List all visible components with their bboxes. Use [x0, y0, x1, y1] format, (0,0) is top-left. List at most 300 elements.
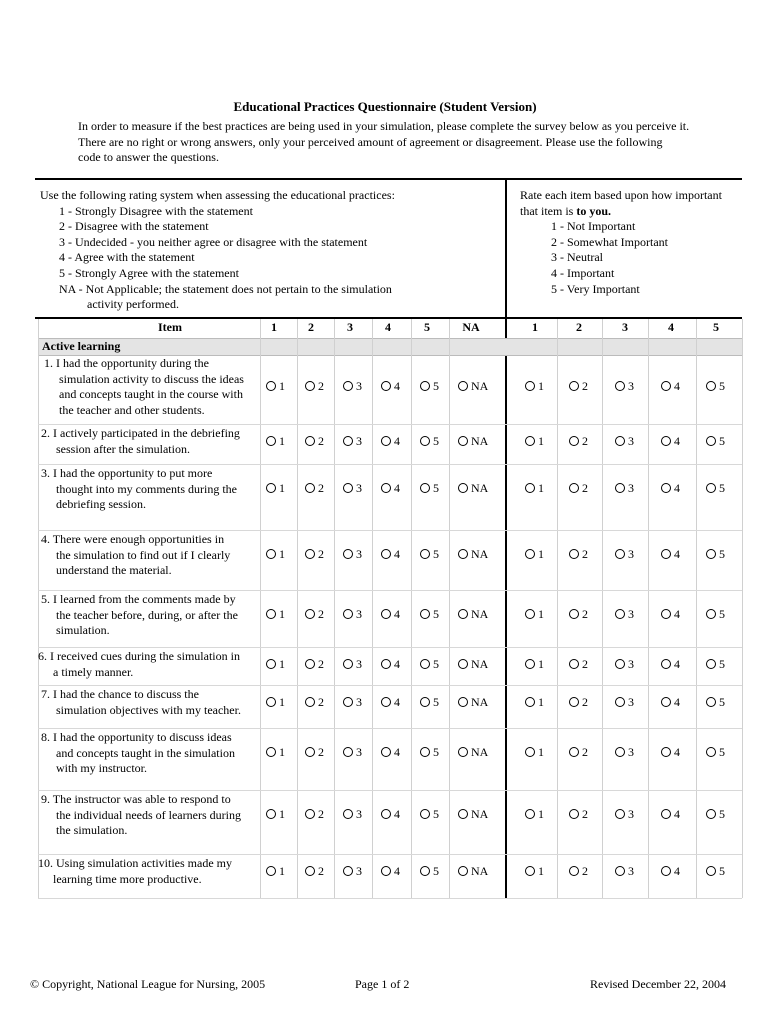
agreement-radio-na[interactable]	[458, 695, 488, 710]
radio-label: 2	[318, 657, 324, 671]
intro-line: In order to measure if the best practices are being used in your simulation, please complete the survey below as you perceive it.	[78, 119, 690, 133]
importance-radio-1[interactable]	[525, 379, 544, 394]
importance-radio-3[interactable]	[615, 657, 634, 672]
radio-label: NA	[471, 657, 489, 671]
column-header-importance-3: 3	[622, 320, 628, 334]
radio-circle-icon	[266, 809, 276, 819]
question-line: the individual needs of learners during	[56, 807, 241, 822]
column-header-agree-4: 4	[385, 320, 391, 334]
importance-radio-2[interactable]	[569, 607, 588, 622]
radio-label: 3	[628, 657, 634, 671]
importance-radio-2[interactable]	[569, 481, 588, 496]
question-line: 7. I had the chance to discuss the	[41, 687, 199, 701]
radio-label: 3	[628, 379, 634, 393]
radio-circle-icon	[305, 809, 315, 819]
radio-circle-icon	[343, 659, 353, 669]
agreement-radio-1[interactable]	[266, 434, 285, 449]
radio-label: 3	[628, 434, 634, 448]
question-text	[41, 426, 258, 457]
agreement-radio-4[interactable]	[381, 434, 400, 449]
agreement-radio-2[interactable]	[305, 864, 324, 879]
radio-circle-icon	[706, 609, 716, 619]
question-line: understand the material.	[56, 563, 172, 577]
agreement-radio-4[interactable]	[381, 379, 400, 394]
radio-circle-icon	[569, 747, 579, 757]
importance-radio-4[interactable]	[661, 481, 680, 496]
importance-radio-3[interactable]	[615, 807, 634, 822]
radio-label: 4	[674, 379, 680, 393]
importance-radio-4[interactable]	[661, 434, 680, 449]
agreement-radio-5[interactable]	[420, 745, 439, 760]
radio-circle-icon	[569, 483, 579, 493]
radio-circle-icon	[305, 697, 315, 707]
radio-circle-icon	[343, 549, 353, 559]
importance-radio-5[interactable]	[706, 807, 725, 822]
radio-label: 3	[356, 481, 362, 495]
importance-radio-2[interactable]	[569, 807, 588, 822]
agreement-radio-2[interactable]	[305, 434, 324, 449]
importance-radio-4[interactable]	[661, 379, 680, 394]
radio-label: 5	[719, 607, 725, 621]
agreement-radio-4[interactable]	[381, 547, 400, 562]
radio-label: 5	[719, 434, 725, 448]
agreement-radio-5[interactable]	[420, 807, 439, 822]
radio-circle-icon	[615, 483, 625, 493]
radio-circle-icon	[381, 609, 391, 619]
importance-radio-3[interactable]	[615, 607, 634, 622]
radio-label: 1	[279, 745, 285, 759]
agreement-radio-na[interactable]	[458, 657, 488, 672]
importance-radio-2[interactable]	[569, 657, 588, 672]
agreement-radio-5[interactable]	[420, 695, 439, 710]
importance-radio-4[interactable]	[661, 695, 680, 710]
column-header-importance-4: 4	[668, 320, 674, 334]
question-line: the teacher before, during, or after the	[56, 607, 238, 622]
radio-circle-icon	[661, 381, 671, 391]
radio-circle-icon	[569, 436, 579, 446]
agreement-radio-1[interactable]	[266, 864, 285, 879]
agreement-radio-2[interactable]	[305, 607, 324, 622]
radio-circle-icon	[706, 809, 716, 819]
agreement-radio-1[interactable]	[266, 807, 285, 822]
agreement-radio-na[interactable]	[458, 607, 488, 622]
radio-label: 4	[394, 657, 400, 671]
radio-label: 5	[719, 481, 725, 495]
agreement-radio-3[interactable]	[343, 695, 362, 710]
radio-label: 4	[674, 481, 680, 495]
importance-radio-5[interactable]	[706, 695, 725, 710]
row-divider	[38, 590, 742, 591]
radio-label: 4	[394, 547, 400, 561]
question-line: debriefing session.	[56, 497, 146, 511]
agreement-radio-na[interactable]	[458, 745, 488, 760]
agreement-radio-1[interactable]	[266, 547, 285, 562]
importance-radio-2[interactable]	[569, 379, 588, 394]
importance-radio-3[interactable]	[615, 695, 634, 710]
radio-circle-icon	[525, 381, 535, 391]
agreement-radio-3[interactable]	[343, 607, 362, 622]
radio-circle-icon	[343, 866, 353, 876]
radio-label: NA	[471, 481, 489, 495]
radio-label: 5	[433, 807, 439, 821]
radio-circle-icon	[615, 381, 625, 391]
radio-label: 3	[356, 607, 362, 621]
importance-radio-1[interactable]	[525, 695, 544, 710]
radio-label: 2	[582, 807, 588, 821]
agreement-radio-3[interactable]	[343, 434, 362, 449]
importance-radio-5[interactable]	[706, 864, 725, 879]
importance-radio-2[interactable]	[569, 547, 588, 562]
agreement-radio-3[interactable]	[343, 864, 362, 879]
page-title: Educational Practices Questionnaire (Student Version)	[233, 99, 537, 114]
importance-radio-1[interactable]	[525, 745, 544, 760]
intro-line: There are no right or wrong answers, only your perceived amount of agreement or disagreement. Please use the following	[78, 134, 663, 149]
radio-label: 2	[582, 745, 588, 759]
radio-label: 2	[582, 864, 588, 878]
radio-circle-icon	[706, 549, 716, 559]
agreement-radio-4[interactable]	[381, 745, 400, 760]
radio-label: 2	[582, 607, 588, 621]
agreement-radio-1[interactable]	[266, 695, 285, 710]
row-divider	[38, 464, 742, 465]
radio-label: 4	[674, 434, 680, 448]
radio-label: 1	[538, 379, 544, 393]
agreement-radio-4[interactable]	[381, 481, 400, 496]
radio-circle-icon	[305, 436, 315, 446]
importance-radio-4[interactable]	[661, 547, 680, 562]
grid-column-line	[602, 319, 603, 898]
question-line: the simulation to find out if I clearly	[56, 547, 231, 562]
importance-radio-2[interactable]	[569, 864, 588, 879]
question-text	[41, 532, 258, 579]
radio-label: 2	[318, 379, 324, 393]
intro-paragraph	[78, 119, 738, 166]
radio-label: NA	[471, 607, 489, 621]
importance-radio-3[interactable]	[615, 481, 634, 496]
radio-label: 1	[538, 481, 544, 495]
radio-label: 3	[628, 745, 634, 759]
importance-radio-2[interactable]	[569, 745, 588, 760]
radio-label: 3	[628, 547, 634, 561]
radio-label: 1	[279, 657, 285, 671]
agreement-radio-3[interactable]	[343, 807, 362, 822]
importance-radio-1[interactable]	[525, 481, 544, 496]
importance-radio-1[interactable]	[525, 547, 544, 562]
radio-circle-icon	[661, 659, 671, 669]
rating-legend-importance	[520, 188, 750, 297]
radio-circle-icon	[420, 866, 430, 876]
radio-label: 1	[538, 657, 544, 671]
importance-radio-4[interactable]	[661, 864, 680, 879]
radio-label: 2	[582, 481, 588, 495]
radio-circle-icon	[525, 659, 535, 669]
radio-circle-icon	[266, 549, 276, 559]
radio-label: 3	[628, 807, 634, 821]
radio-label: 4	[394, 745, 400, 759]
radio-circle-icon	[706, 747, 716, 757]
top-rule	[35, 178, 742, 180]
radio-label: NA	[471, 864, 489, 878]
radio-circle-icon	[266, 381, 276, 391]
agreement-radio-4[interactable]	[381, 695, 400, 710]
radio-circle-icon	[305, 609, 315, 619]
importance-radio-4[interactable]	[661, 745, 680, 760]
importance-radio-3[interactable]	[615, 547, 634, 562]
importance-radio-3[interactable]	[615, 745, 634, 760]
agreement-radio-2[interactable]	[305, 547, 324, 562]
importance-radio-4[interactable]	[661, 607, 680, 622]
question-text	[41, 687, 258, 718]
question-line: session after the simulation.	[56, 441, 190, 456]
radio-circle-icon	[458, 436, 468, 446]
legend-item: 5 - Strongly Agree with the statement	[59, 265, 239, 280]
agreement-radio-na[interactable]	[458, 379, 488, 394]
question-text	[38, 649, 258, 680]
section-active-learning	[38, 338, 742, 356]
agreement-radio-5[interactable]	[420, 481, 439, 496]
importance-radio-5[interactable]	[706, 607, 725, 622]
radio-circle-icon	[525, 809, 535, 819]
radio-label: 1	[279, 864, 285, 878]
radio-label: 4	[674, 657, 680, 671]
radio-label: 3	[356, 745, 362, 759]
agreement-radio-3[interactable]	[343, 547, 362, 562]
radio-label: 2	[582, 547, 588, 561]
agreement-radio-5[interactable]	[420, 547, 439, 562]
importance-radio-4[interactable]	[661, 807, 680, 822]
radio-label: 4	[674, 807, 680, 821]
radio-label: 5	[433, 607, 439, 621]
radio-circle-icon	[706, 483, 716, 493]
radio-label: 2	[318, 695, 324, 709]
radio-label: 2	[318, 864, 324, 878]
importance-radio-5[interactable]	[706, 434, 725, 449]
radio-circle-icon	[266, 483, 276, 493]
radio-circle-icon	[615, 747, 625, 757]
radio-circle-icon	[525, 609, 535, 619]
radio-circle-icon	[266, 697, 276, 707]
agreement-radio-3[interactable]	[343, 745, 362, 760]
agreement-radio-1[interactable]	[266, 379, 285, 394]
radio-label: 3	[356, 547, 362, 561]
radio-label: 3	[356, 434, 362, 448]
radio-circle-icon	[381, 549, 391, 559]
agreement-radio-3[interactable]	[343, 657, 362, 672]
radio-label: 3	[356, 379, 362, 393]
importance-radio-3[interactable]	[615, 434, 634, 449]
radio-circle-icon	[458, 866, 468, 876]
importance-radio-5[interactable]	[706, 379, 725, 394]
radio-label: 4	[674, 745, 680, 759]
importance-radio-5[interactable]	[706, 745, 725, 760]
radio-circle-icon	[305, 381, 315, 391]
radio-label: 1	[279, 547, 285, 561]
question-line: simulation objectives with my teacher.	[56, 702, 241, 717]
legend-heading: Use the following rating system when assessing the educational practices:	[40, 188, 395, 202]
radio-circle-icon	[381, 436, 391, 446]
radio-label: 3	[356, 657, 362, 671]
agreement-radio-4[interactable]	[381, 657, 400, 672]
radio-circle-icon	[615, 697, 625, 707]
radio-circle-icon	[420, 609, 430, 619]
radio-label: 5	[719, 379, 725, 393]
radio-circle-icon	[661, 609, 671, 619]
radio-label: 4	[394, 864, 400, 878]
radio-label: 4	[394, 481, 400, 495]
radio-circle-icon	[458, 381, 468, 391]
question-text	[41, 792, 258, 839]
column-header-agree-na: NA	[462, 320, 480, 334]
radio-circle-icon	[569, 866, 579, 876]
agreement-radio-4[interactable]	[381, 864, 400, 879]
grid-column-line	[742, 319, 743, 898]
agreement-radio-1[interactable]	[266, 657, 285, 672]
section-label: Active learning	[42, 339, 121, 353]
agreement-radio-1[interactable]	[266, 607, 285, 622]
question-line: 10. Using simulation activities made my	[38, 856, 232, 870]
radio-circle-icon	[266, 866, 276, 876]
agreement-radio-na[interactable]	[458, 864, 488, 879]
radio-circle-icon	[525, 483, 535, 493]
legend-heading: Rate each item based upon how important	[520, 188, 722, 202]
importance-radio-2[interactable]	[569, 434, 588, 449]
radio-circle-icon	[706, 381, 716, 391]
radio-circle-icon	[343, 483, 353, 493]
row-divider	[38, 685, 742, 686]
importance-radio-2[interactable]	[569, 695, 588, 710]
agreement-radio-5[interactable]	[420, 607, 439, 622]
legend-item: 1 - Strongly Disagree with the statement	[59, 203, 253, 218]
importance-radio-5[interactable]	[706, 657, 725, 672]
radio-circle-icon	[525, 436, 535, 446]
legend-item-continuation: activity performed.	[87, 297, 179, 312]
legend-item: NA - Not Applicable; the statement does not pertain to the simulation	[59, 281, 392, 296]
radio-label: 2	[318, 607, 324, 621]
question-line: 5. I learned from the comments made by	[41, 592, 236, 606]
agreement-radio-2[interactable]	[305, 657, 324, 672]
radio-label: 5	[433, 547, 439, 561]
agreement-radio-2[interactable]	[305, 807, 324, 822]
question-line: the simulation.	[56, 823, 128, 837]
importance-radio-3[interactable]	[615, 379, 634, 394]
agreement-radio-na[interactable]	[458, 807, 488, 822]
radio-circle-icon	[661, 483, 671, 493]
radio-label: 4	[394, 434, 400, 448]
agreement-radio-na[interactable]	[458, 481, 488, 496]
radio-label: NA	[471, 695, 489, 709]
intro-line: code to answer the questions.	[78, 150, 219, 164]
footer-page-number: Page 1 of 2	[355, 977, 410, 991]
radio-label: 5	[433, 657, 439, 671]
grid-column-line	[411, 319, 412, 898]
radio-label: NA	[471, 745, 489, 759]
importance-radio-1[interactable]	[525, 657, 544, 672]
header-rule	[35, 317, 742, 319]
row-divider	[38, 647, 742, 648]
importance-radio-5[interactable]	[706, 547, 725, 562]
agreement-radio-4[interactable]	[381, 607, 400, 622]
grid-column-line	[648, 319, 649, 898]
radio-circle-icon	[706, 866, 716, 876]
importance-radio-1[interactable]	[525, 807, 544, 822]
legend-item: 2 - Somewhat Important	[551, 234, 668, 249]
row-divider	[38, 530, 742, 531]
agreement-radio-5[interactable]	[420, 657, 439, 672]
radio-label: 4	[674, 607, 680, 621]
radio-circle-icon	[343, 381, 353, 391]
importance-radio-1[interactable]	[525, 607, 544, 622]
radio-label: 3	[356, 807, 362, 821]
radio-label: 1	[538, 864, 544, 878]
radio-label: 5	[719, 807, 725, 821]
agreement-radio-5[interactable]	[420, 379, 439, 394]
importance-radio-1[interactable]	[525, 434, 544, 449]
radio-label: 2	[582, 434, 588, 448]
agreement-radio-1[interactable]	[266, 481, 285, 496]
radio-label: 5	[719, 864, 725, 878]
importance-radio-3[interactable]	[615, 864, 634, 879]
radio-label: 1	[279, 379, 285, 393]
grid-column-line	[696, 319, 697, 898]
agreement-radio-na[interactable]	[458, 547, 488, 562]
radio-label: 2	[318, 434, 324, 448]
radio-circle-icon	[266, 659, 276, 669]
agreement-radio-4[interactable]	[381, 807, 400, 822]
radio-circle-icon	[305, 747, 315, 757]
agreement-radio-2[interactable]	[305, 745, 324, 760]
radio-circle-icon	[266, 747, 276, 757]
question-text	[41, 592, 258, 639]
grid-column-line	[557, 319, 558, 898]
agreement-radio-2[interactable]	[305, 481, 324, 496]
radio-label: 3	[628, 607, 634, 621]
agreement-radio-2[interactable]	[305, 379, 324, 394]
importance-radio-4[interactable]	[661, 657, 680, 672]
importance-radio-1[interactable]	[525, 864, 544, 879]
grid-column-line	[334, 319, 335, 898]
column-header-agree-1: 1	[271, 320, 277, 334]
radio-circle-icon	[420, 747, 430, 757]
agreement-radio-3[interactable]	[343, 379, 362, 394]
row-divider	[38, 728, 742, 729]
radio-label: 4	[674, 547, 680, 561]
importance-radio-5[interactable]	[706, 481, 725, 496]
question-line: 8. I had the opportunity to discuss ideas	[41, 730, 232, 744]
radio-circle-icon	[420, 381, 430, 391]
radio-circle-icon	[420, 659, 430, 669]
radio-label: 5	[433, 695, 439, 709]
rating-legend-agreement	[40, 188, 500, 313]
radio-circle-icon	[458, 747, 468, 757]
grid-column-line	[260, 319, 261, 898]
radio-circle-icon	[381, 483, 391, 493]
agreement-radio-5[interactable]	[420, 864, 439, 879]
agreement-radio-1[interactable]	[266, 745, 285, 760]
radio-circle-icon	[706, 697, 716, 707]
agreement-radio-5[interactable]	[420, 434, 439, 449]
agreement-radio-2[interactable]	[305, 695, 324, 710]
radio-circle-icon	[615, 609, 625, 619]
radio-circle-icon	[420, 483, 430, 493]
radio-label: 5	[719, 657, 725, 671]
legend-item: 4 - Agree with the statement	[59, 250, 195, 265]
agreement-radio-na[interactable]	[458, 434, 488, 449]
radio-label: 1	[538, 434, 544, 448]
legend-item: 2 - Disagree with the statement	[59, 219, 209, 234]
radio-label: 2	[582, 379, 588, 393]
agreement-radio-3[interactable]	[343, 481, 362, 496]
radio-circle-icon	[661, 697, 671, 707]
